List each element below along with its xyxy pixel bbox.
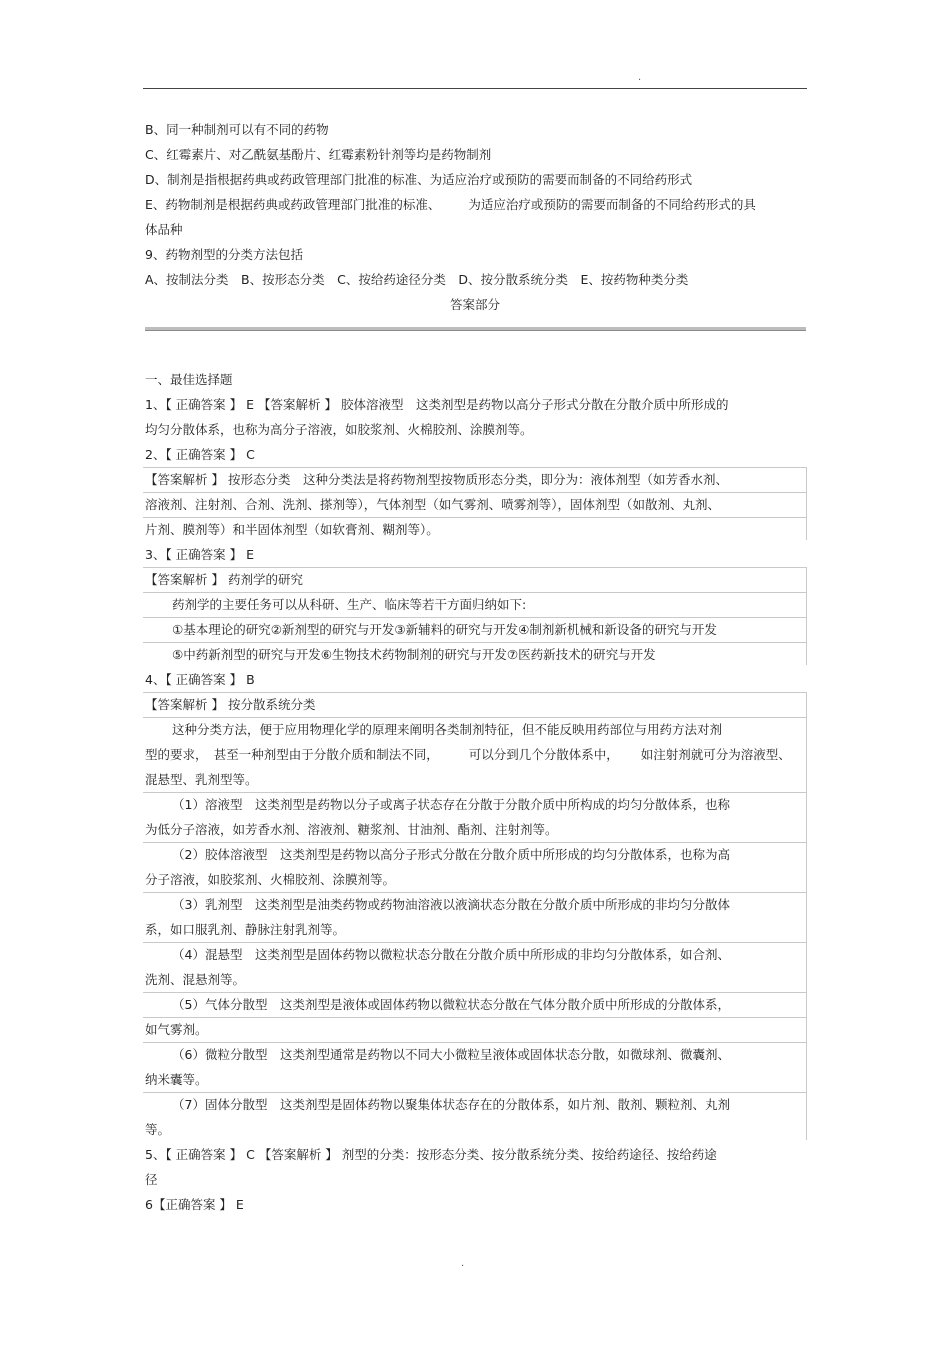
- answer-4-text-end: 混悬型、乳剂型等。: [145, 772, 258, 787]
- type-2: （2）胶体溶液型 这类剂型是药物以高分子形式分散在分散介质中所形成的均匀分散体系，也称为高: [172, 847, 730, 862]
- answer-heading: 答案部分: [449, 297, 500, 312]
- type-7-cont: 等。: [145, 1122, 171, 1137]
- answer-3-list-1: ①基本理论的研究②新剂型的研究与开发③新辅料的研究与开发④制剂新机械和新设备的研究与开发: [172, 622, 717, 637]
- option-e-part2: 为适应治疗或预防的需要而制备的不同给药形式的具: [468, 197, 756, 212]
- answer-4: 4、【 正确答案 】 B: [145, 672, 255, 687]
- row-rule: [143, 992, 807, 993]
- answer-4-analysis: 【答案解析 】 按分散系统分类: [145, 697, 316, 712]
- option-e-cont: 体品种: [145, 222, 183, 237]
- answer-4-part3: 如注射剂就可分为溶液型、: [640, 747, 791, 762]
- row-rule: [143, 517, 807, 518]
- answer-4-part1: 型的要求， 甚至一种剂型由于分散介质和制法不同，: [145, 747, 439, 762]
- answer-4-text: 这种分类方法，便于应用物理化学的原理来阐明各类制剂特征，但不能反映用药部位与用药方法对剂: [172, 722, 723, 737]
- type-5-cont: 如气雾剂。: [145, 1022, 208, 1037]
- row-rule: [143, 842, 807, 843]
- type-1-cont: 为低分子溶液，如芳香水剂、溶液剂、糖浆剂、甘油剂、酯剂、注射剂等。: [145, 822, 558, 837]
- row-rule: [143, 467, 807, 468]
- option-d: D、制剂是指根据药典或药政管理部门批准的标准、为适应治疗或预防的需要而制备的不同给药形式: [145, 172, 693, 187]
- type-4-cont: 洗剂、混悬剂等。: [145, 972, 246, 987]
- answer-1: 1、【 正确答案 】 E 【答案解析 】 胶体溶液型 这类剂型是药物以高分子形式分散在分散介质中所形成的: [145, 397, 729, 412]
- type-3-cont: 系，如口服乳剂、静脉注射乳剂等。: [145, 922, 346, 937]
- answer-1-cont: 均匀分散体系，也称为高分子溶液，如胶浆剂、火棉胶剂、涂膜剂等。: [145, 422, 533, 437]
- answer-3-analysis: 【答案解析 】 药剂学的研究: [145, 572, 303, 587]
- option-e: [145, 197, 756, 213]
- question-9: 9、药物剂型的分类方法包括: [145, 247, 303, 262]
- answer-3-list-2: ⑤中药新剂型的研究与开发⑥生物技术药物制剂的研究与开发⑦医药新技术的研究与开发: [172, 647, 656, 662]
- table-edge: [806, 692, 807, 1140]
- option-e-part1: E、药物制剂是根据药典或药政管理部门批准的标准、: [145, 197, 441, 212]
- row-rule: [143, 1092, 807, 1093]
- type-5: （5）气体分散型 这类剂型是液体或固体药物以微粒状态分散在气体分散介质中所形成的分散体系，: [172, 997, 730, 1012]
- answer-2-analysis-end: 片剂、膜剂等）和半固体剂型（如软膏剂、糊剂等）。: [145, 522, 439, 537]
- row-rule: [143, 717, 807, 718]
- type-6: （6）微粒分散型 这类剂型通常是药物以不同大小微粒呈液体或固体状态分散，如微球剂、微囊剂、: [172, 1047, 730, 1062]
- row-rule: [143, 792, 807, 793]
- answer-3-tasks: 药剂学的主要任务可以从科研、生产、临床等若干方面归纳如下:: [172, 597, 527, 612]
- answer-4-part2: 可以分到几个分散体系中，: [468, 747, 619, 762]
- option-c: C、红霉素片、对乙酰氨基酚片、红霉素粉针剂等均是药物制剂: [145, 147, 492, 162]
- option-b: B、同一种制剂可以有不同的药物: [145, 122, 329, 137]
- row-rule: [143, 592, 807, 593]
- answer-5-cont: 径: [145, 1172, 158, 1187]
- answer-3: 3、【 正确答案 】 E: [145, 547, 255, 562]
- type-3: （3）乳剂型 这类剂型是油类药物或药物油溶液以液滴状态分散在分散介质中所形成的非均匀分散体: [172, 897, 730, 912]
- type-6-cont: 纳米囊等。: [145, 1072, 208, 1087]
- type-2-cont: 分子溶液，如胶浆剂、火棉胶剂、涂膜剂等。: [145, 872, 396, 887]
- answer-2-analysis-cont: 溶液剂、注射剂、合剂、洗剂、搽剂等），气体剂型（如气雾剂、喷雾剂等），固体剂型（如散剂、丸剂、: [145, 497, 721, 512]
- answer-separator: [145, 327, 806, 331]
- answer-4-text-cont: [145, 747, 791, 763]
- row-rule: [143, 892, 807, 893]
- table-edge: [806, 567, 807, 665]
- answer-6: 6【正确答案 】 E: [145, 1197, 244, 1212]
- type-4: （4）混悬型 这类剂型是固体药物以微粒状态分散在分散介质中所形成的非均匀分散体系，如合剂、: [172, 947, 730, 962]
- type-7: （7）固体分散型 这类剂型是固体药物以聚集体状态存在的分散体系，如片剂、散剂、颗粒剂、丸剂: [172, 1097, 730, 1112]
- row-rule: [143, 942, 807, 943]
- header-mark: .: [638, 72, 642, 83]
- row-rule: [143, 1042, 807, 1043]
- answer-5: 5、【 正确答案 】 C 【答案解析 】 剂型的分类：按形态分类、按分散系统分类、按给药途径、按给药途: [145, 1147, 717, 1162]
- table-edge: [806, 467, 807, 540]
- row-rule: [143, 1017, 807, 1018]
- answer-2-analysis: 【答案解析 】 按形态分类 这种分类法是将药物剂型按物质形态分类，即分为：液体剂型（如芳香水剂、: [145, 472, 728, 487]
- row-rule: [143, 492, 807, 493]
- question-9-options: A、按制法分类 B、按形态分类 C、按给药途径分类 D、按分散系统分类 E、按药物种类分类: [145, 272, 689, 287]
- answer-2: 2、【 正确答案 】 C: [145, 447, 255, 462]
- header-rule: [143, 88, 807, 89]
- row-rule: [143, 642, 807, 643]
- row-rule: [143, 617, 807, 618]
- row-rule: [143, 692, 807, 693]
- section-title: 一、最佳选择题: [145, 372, 233, 387]
- type-1: （1）溶液型 这类剂型是药物以分子或离子状态存在分散于分散介质中所构成的均匀分散体系，也称: [172, 797, 730, 812]
- row-rule: [143, 567, 807, 568]
- footer-mark: .: [461, 1258, 465, 1269]
